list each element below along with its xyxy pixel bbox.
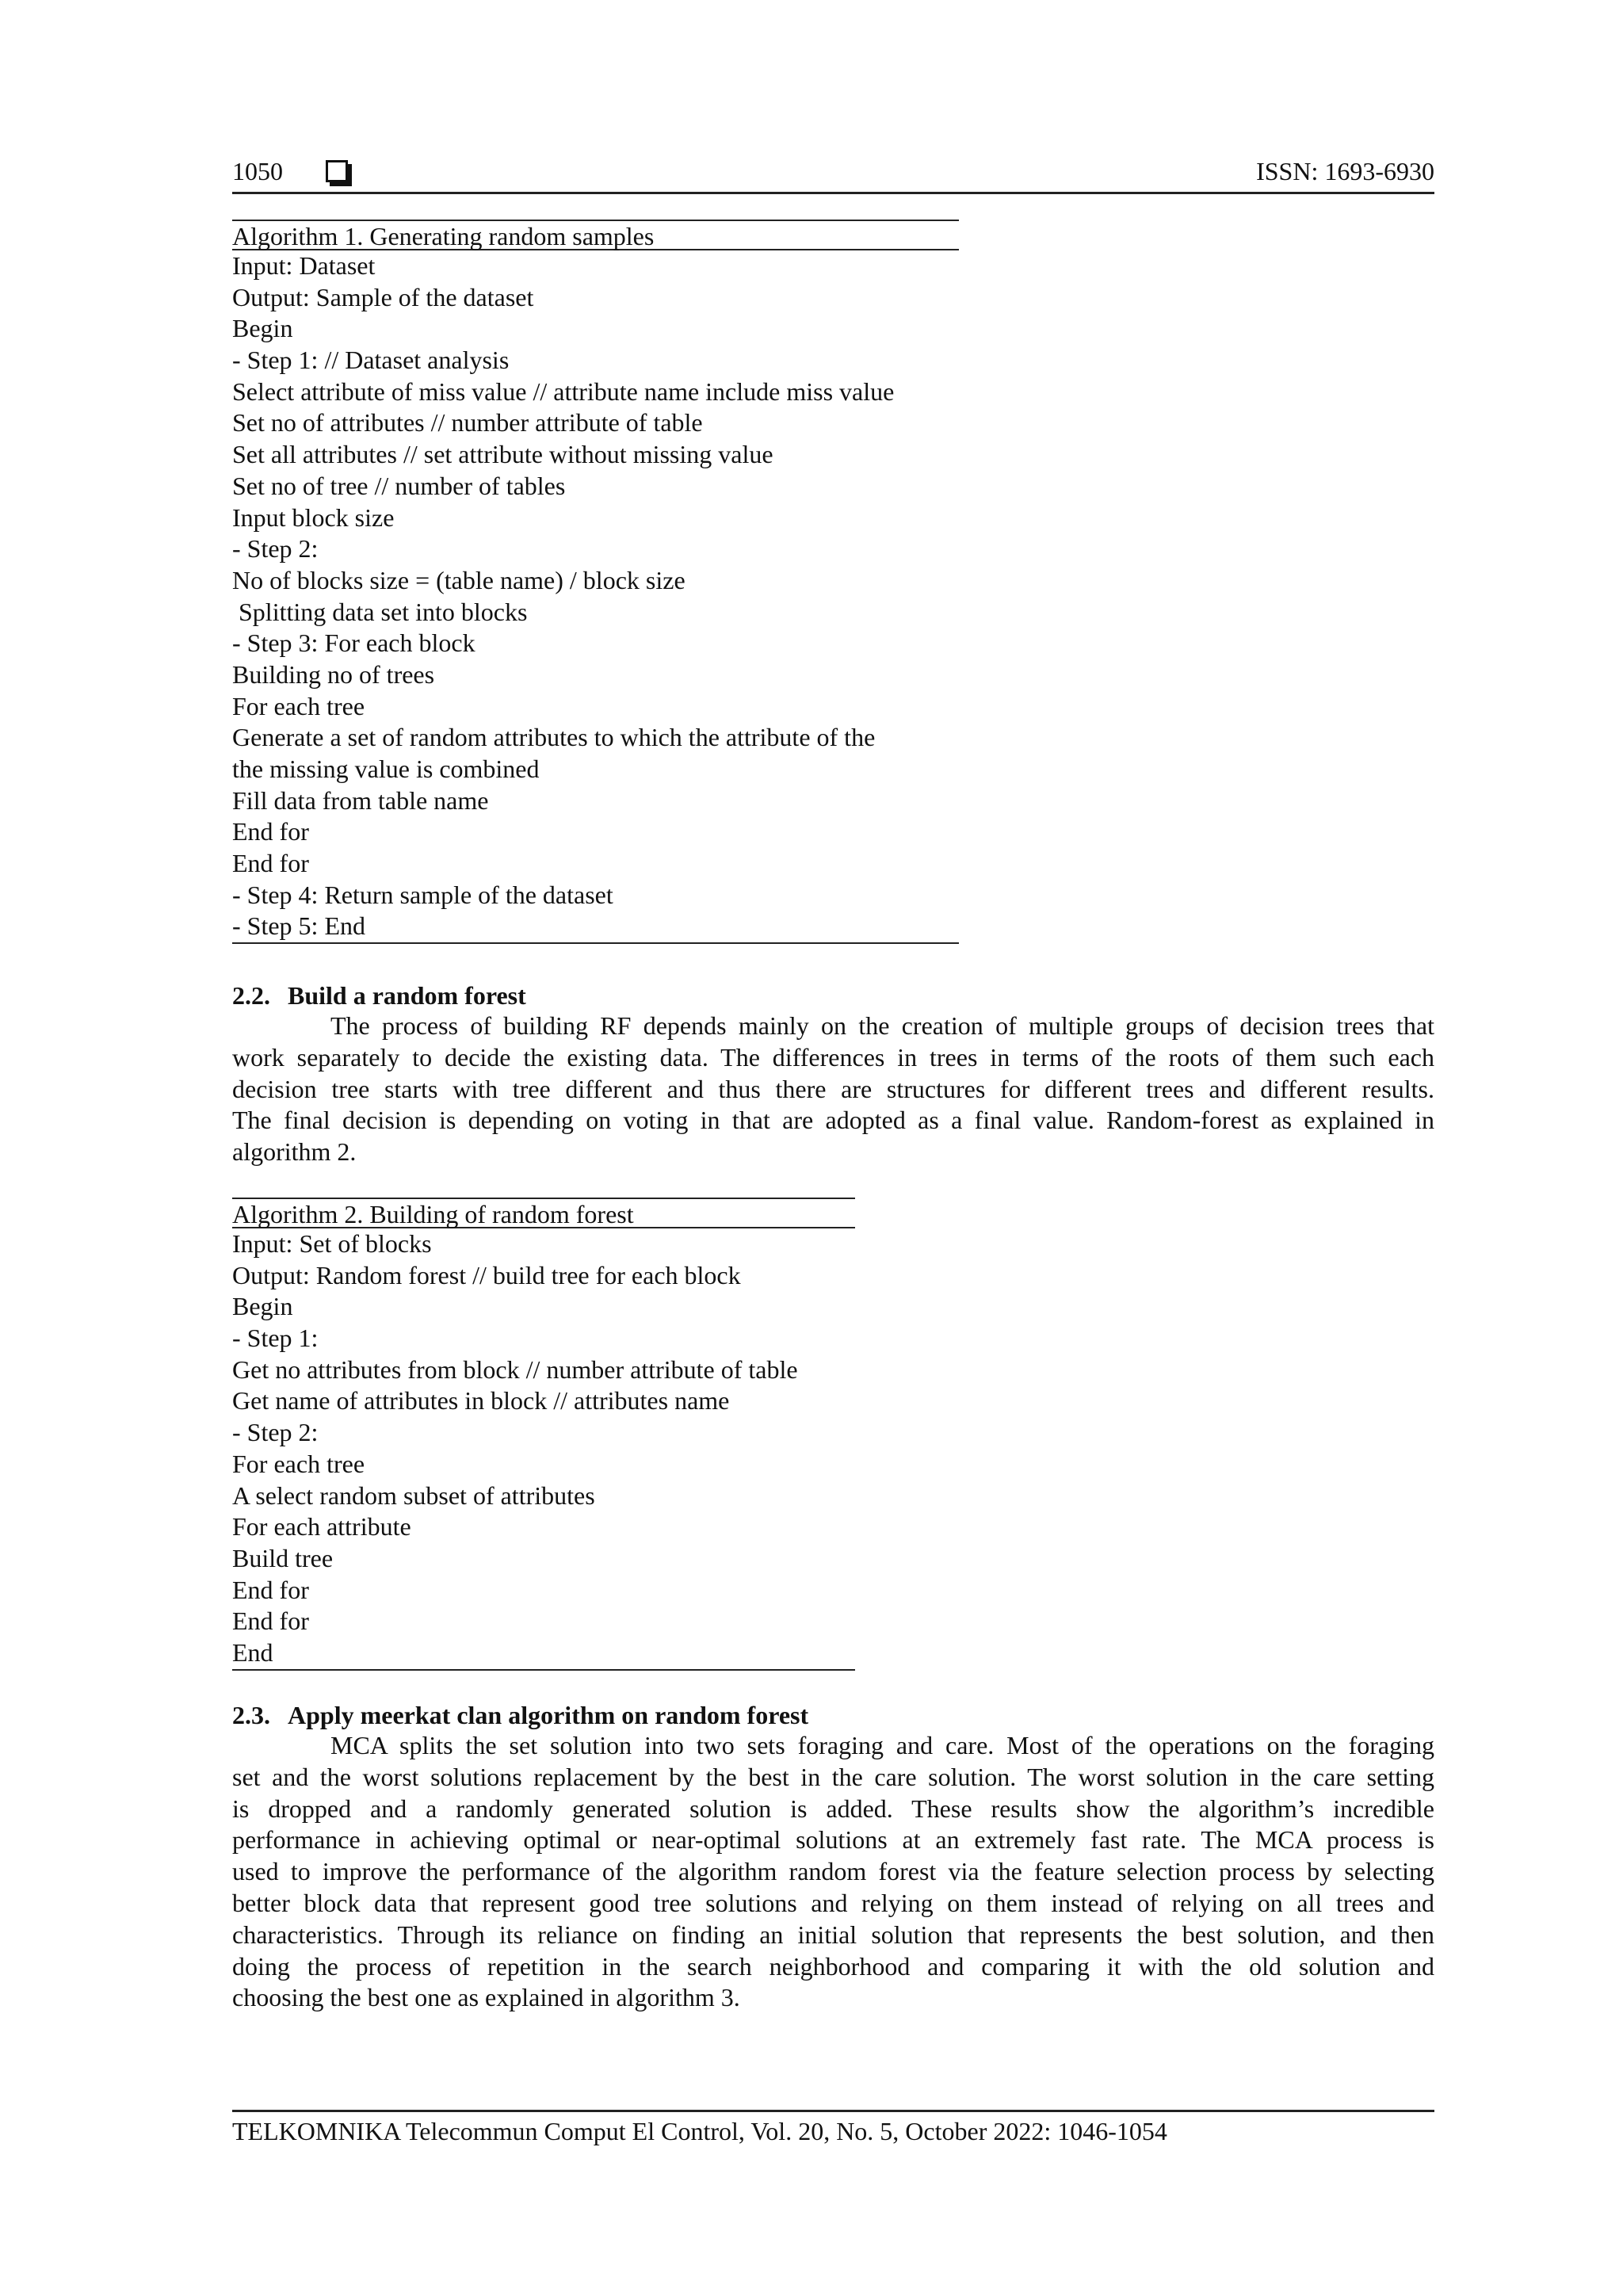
algorithm-line: Set no of attributes // number attribute of table (232, 408, 703, 437)
algorithm-line: Get name of attributes in block // attributes name (232, 1386, 730, 1415)
algorithm-line: - Step 1: (232, 1324, 319, 1353)
paragraph-line: work separately to decide the existing data. The differences in trees in terms of the roots of them such each (232, 1042, 1434, 1072)
paragraph-line: characteristics. Through its reliance on finding an initial solution that represents the best solution, and then (232, 1920, 1434, 1949)
algorithm-2-bottom-rule (232, 1669, 855, 1671)
algorithm-2-title: Algorithm 2. Building of random forest (232, 1198, 855, 1228)
algorithm-line: End for (232, 817, 309, 846)
algorithm-1-title: Algorithm 1. Generating random samples (232, 220, 959, 250)
algorithm-line: For each tree (232, 1449, 365, 1478)
algorithm-line: Input: Set of blocks (232, 1229, 432, 1258)
algorithm-line: Select attribute of miss value // attribute name include miss value (232, 376, 895, 406)
algorithm-line: Building no of trees (232, 659, 435, 689)
page-header (232, 155, 1434, 194)
page-footer (232, 2110, 1434, 2149)
algorithm-line: Build tree (232, 1543, 334, 1572)
section-2-3-paragraph (232, 1730, 1434, 2014)
algorithm-line: No of blocks size = (table name) / block size (232, 565, 685, 594)
algorithm-line: Fill data from table name (232, 785, 489, 815)
algorithm-1-lines (232, 250, 959, 942)
algorithm-line: Output: Random forest // build tree for each block (232, 1260, 741, 1289)
algorithm-line: End (232, 1637, 273, 1667)
section-2-3-heading (232, 1699, 808, 1731)
paragraph-line: performance in achieving optimal or near-optimal solutions at an extremely fast rate. The MCA process is (232, 1825, 1434, 1855)
paragraph-line: choosing the best one as explained in algorithm 3. (232, 1983, 740, 2012)
algorithm-line: Input block size (232, 502, 395, 532)
algorithm-1-bottom-rule (232, 942, 959, 944)
algorithm-line: End for (232, 1575, 309, 1604)
algorithm-line: - Step 1: // Dataset analysis (232, 346, 510, 375)
algorithm-line: For each attribute (232, 1512, 411, 1541)
algorithm-line: Begin (232, 314, 293, 343)
algorithm-line: A select random subset of attributes (232, 1480, 595, 1510)
algorithm-1-box (232, 220, 959, 944)
section-number: 2.3. (232, 1701, 270, 1729)
section-title: Apply meerkat clan algorithm on random forest (288, 1701, 809, 1729)
square-shadow-icon (326, 160, 348, 182)
paragraph-line: used to improve the performance of the algorithm random forest via the feature selection process by selecting (232, 1857, 1434, 1886)
paragraph-line: The final decision is depending on voting in that are adopted as a final value. Random-forest as explained in (232, 1106, 1434, 1135)
algorithm-line: - Step 2: (232, 1418, 319, 1447)
paragraph-line: doing the process of repetition in the search neighborhood and comparing it with the old solution and (232, 1951, 1434, 1981)
algorithm-line: Input: Dataset (232, 251, 376, 280)
algorithm-line: - Step 3: For each block (232, 628, 475, 658)
algorithm-line: Splitting data set into blocks (232, 597, 528, 626)
paragraph-line: MCA splits the set solution into two sets foraging and care. Most of the operations on the foraging (330, 1731, 1434, 1759)
algorithm-line: - Step 5: End (232, 911, 365, 941)
issn: ISSN: 1693-6930 (1256, 157, 1434, 185)
section-2-2-paragraph (232, 1010, 1434, 1168)
paragraph-line: better block data that represent good tree solutions and relying on them instead of relying on all trees and (232, 1888, 1434, 1917)
algorithm-line: End for (232, 1606, 309, 1636)
paragraph-line: is dropped and a randomly generated solution is added. These results show the algorithm’s incredible (232, 1794, 1434, 1823)
section-number: 2.2. (232, 981, 270, 1010)
algorithm-line: End for (232, 849, 309, 878)
section-title: Build a random forest (288, 981, 526, 1010)
algorithm-line: Output: Sample of the dataset (232, 282, 534, 311)
algorithm-line: the missing value is combined (232, 755, 540, 783)
algorithm-2-lines (232, 1228, 855, 1669)
algorithm-line: - Step 2: (232, 534, 319, 563)
paragraph-line: algorithm 2. (232, 1137, 357, 1167)
algorithm-line: - Step 4: Return sample of the dataset (232, 880, 613, 909)
paragraph-line: set and the worst solutions replacement by the best in the care solution. The worst solution in the care setting (232, 1762, 1434, 1791)
algorithm-line: Generate a set of random attributes to which the attribute of the (232, 723, 876, 752)
algorithm-line: Begin (232, 1292, 293, 1321)
paragraph-line: The process of building RF depends mainly on the creation of multiple groups of decision trees that (330, 1011, 1434, 1040)
algorithm-2-box (232, 1198, 855, 1671)
algorithm-line: Get no attributes from block // number attribute of table (232, 1354, 798, 1384)
journal-citation: TELKOMNIKA Telecommun Comput El Control, Vol. 20, No. 5, October 2022: 1046-1054 (232, 2117, 1167, 2145)
page-number: 1050 (232, 157, 283, 185)
algorithm-line: Set all attributes // set attribute without missing value (232, 440, 773, 469)
algorithm-line: For each tree (232, 691, 365, 720)
section-2-2-heading (232, 980, 526, 1011)
paragraph-line: decision tree starts with tree different and thus there are structures for different trees and different results. (232, 1074, 1434, 1103)
algorithm-line: Set no of tree // number of tables (232, 471, 566, 500)
